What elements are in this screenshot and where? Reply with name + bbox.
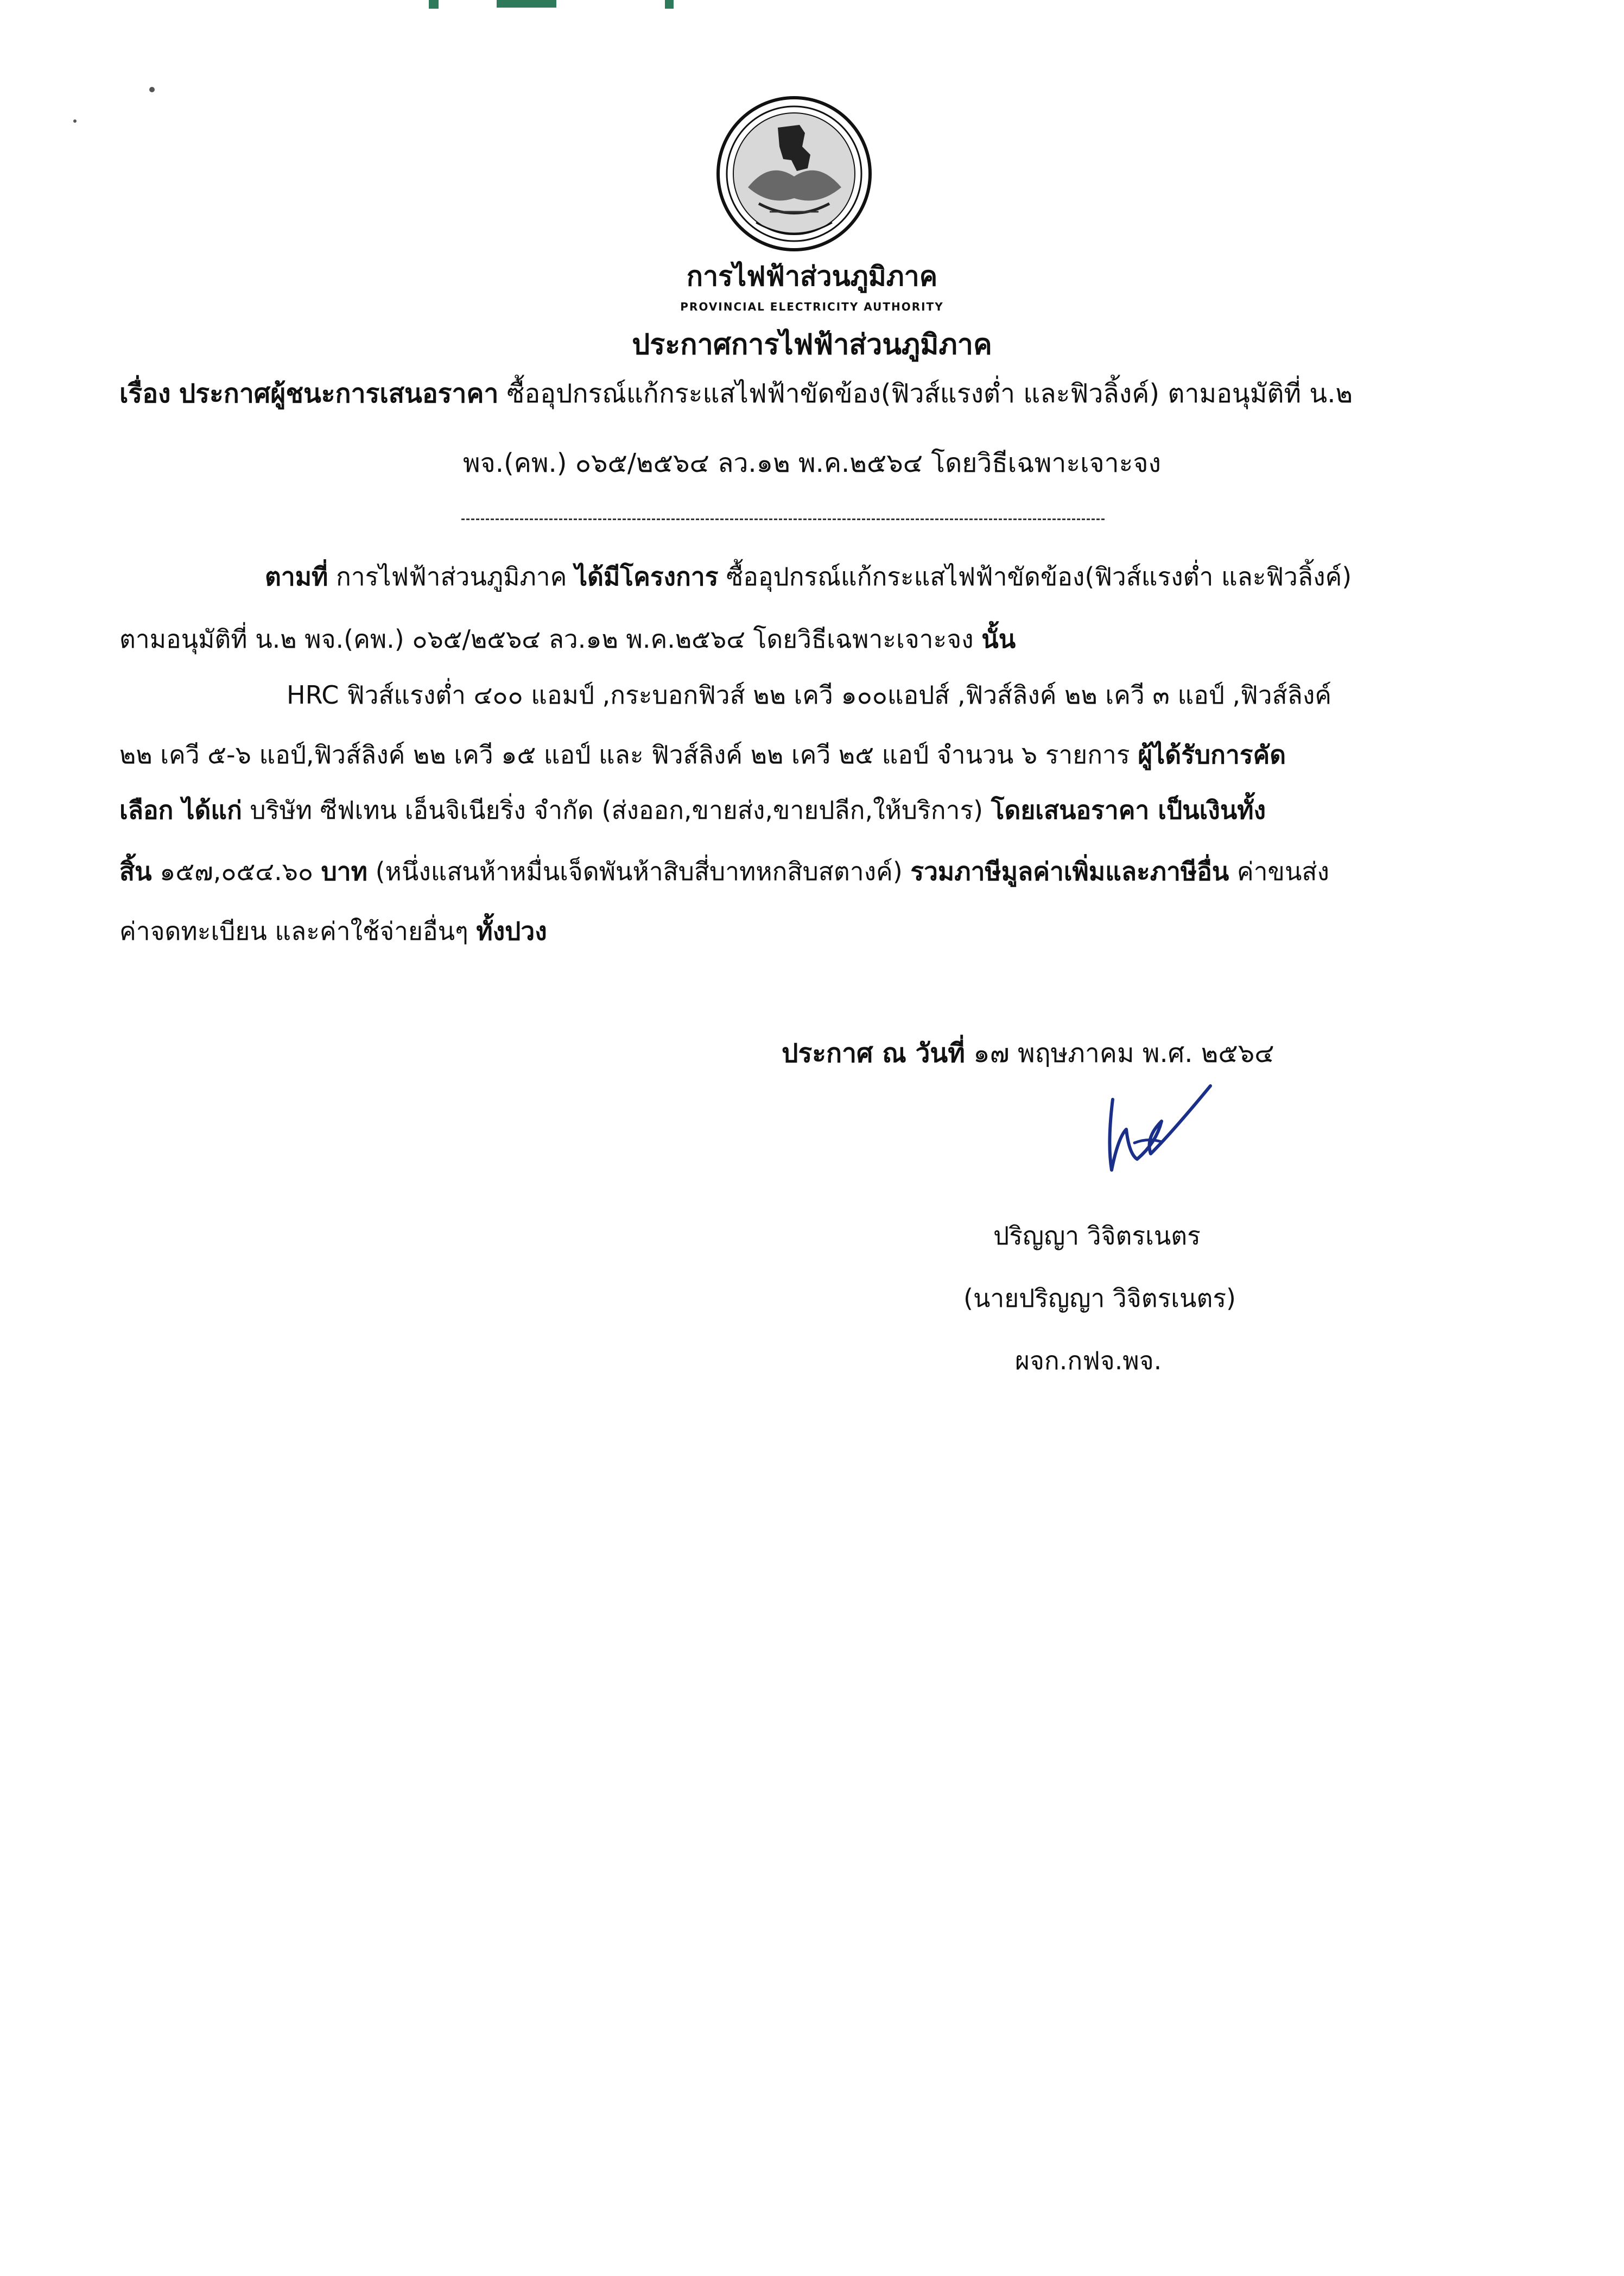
scan-artifact <box>665 0 674 9</box>
org-name-english: PROVINCIAL ELECTRICITY AUTHORITY <box>680 300 944 313</box>
announcement-title: ประกาศการไฟฟ้าส่วนภูมิภาค <box>632 328 992 361</box>
date-value: ๑๗ พฤษภาคม พ.ศ. ๒๕๖๔ <box>973 1038 1274 1069</box>
subject-label: เรื่อง <box>119 378 171 409</box>
body-text-bold: ผู้ได้รับการคัด <box>1138 740 1286 769</box>
body-p1-line2 <box>119 623 1016 655</box>
scan-speck <box>73 119 77 123</box>
subject-heading: ประกาศผู้ชนะการเสนอราคา <box>179 378 499 409</box>
body-text-bold: รวมภาษีมูลค่าเพิ่มและภาษีอื่น <box>910 857 1229 886</box>
body-text-bold: ตามที่ <box>265 562 328 591</box>
body-text-bold: ทั้งปวง <box>476 916 547 946</box>
subject-text: ซื้ออุปกรณ์แก้กระแสไฟฟ้าขัดข้อง(ฟิวส์แรงต่ำ และฟิวลิ้งค์) ตามอนุมัติที่ น.๒ <box>506 378 1353 409</box>
scan-artifact <box>429 0 439 9</box>
subject-line-2: พจ.(คพ.) ๐๖๕/๒๕๖๔ ลว.๑๒ พ.ค.๒๕๖๔ โดยวิธีเฉพาะเจาะจง <box>463 448 1161 478</box>
signatory-position: ผจก.กฟจ.พจ. <box>1015 1346 1162 1375</box>
pea-emblem-icon <box>715 95 873 252</box>
signatory-full-name: (นายปริญญา วิจิตรเนตร) <box>963 1284 1236 1313</box>
signatory-name: ปริญญา วิจิตรเนตร <box>993 1221 1201 1250</box>
body-text: ๒๒ เควี ๕-๖ แอป์,ฟิวส์ลิงค์ ๒๒ เควี ๑๕ แอป์ และ ฟิวส์ลิงค์ ๒๒ เควี ๒๕ แอป์ จำนวน ๖ รายการ <box>119 740 1130 769</box>
separator-line <box>461 519 1105 520</box>
handwritten-signature <box>1096 1078 1227 1178</box>
body-text-bold: บาท <box>321 857 367 886</box>
body-p2-line2 <box>119 738 1286 771</box>
body-p2-line4 <box>119 855 1329 888</box>
body-p2-line3 <box>119 794 1266 826</box>
body-text-bold: โดยเสนอราคา เป็นเงินทั้ง <box>991 795 1266 825</box>
announcement-date <box>782 1033 1274 1074</box>
body-text: ค่าขนส่ง <box>1236 857 1329 886</box>
body-text: บริษัท ซีฟเทน เอ็นจิเนียริ่ง จำกัด (ส่งออก,ขายส่ง,ขายปลีก,ให้บริการ) <box>250 795 984 825</box>
date-label: ประกาศ ณ วันที่ <box>782 1038 965 1069</box>
body-p2-line1: HRC ฟิวส์แรงต่ำ ๔๐๐ แอมป์ ,กระบอกฟิวส์ ๒๒ เควี ๑๐๐แอปส์ ,ฟิวส์ลิงค์ ๒๒ เควี ๓ แอป์ ,ฟิวส์ลิงค์ <box>287 680 1332 710</box>
body-text-bold: นั้น <box>981 624 1016 654</box>
subject-line-1 <box>119 376 1509 412</box>
body-p1-line1 <box>265 560 1352 593</box>
scan-artifact <box>497 0 556 8</box>
body-text: การไฟฟ้าส่วนภูมิภาค <box>335 562 567 591</box>
body-text-bold: เลือก ได้แก่ <box>119 795 242 825</box>
org-name-thai: การไฟฟ้าส่วนภูมิภาค <box>686 261 938 292</box>
scan-speck <box>149 87 155 92</box>
body-text-bold: ได้มีโครงการ <box>575 562 719 591</box>
body-text: ซื้ออุปกรณ์แก้กระแสไฟฟ้าขัดข้อง(ฟิวส์แรงต่ำ และฟิวลิ้งค์) <box>726 562 1352 591</box>
body-text-bold: สิ้น <box>119 857 152 886</box>
body-p2-line5 <box>119 915 547 947</box>
body-text: ค่าจดทะเบียน และค่าใช้จ่ายอื่นๆ <box>119 916 468 946</box>
price-amount: ๑๕๗,๐๕๔.๖๐ <box>160 857 313 886</box>
price-in-words: (หนึ่งแสนห้าหมื่นเจ็ดพันห้าสิบสี่บาทหกสิบสตางค์) <box>375 857 903 886</box>
body-text: ตามอนุมัติที่ น.๒ พจ.(คพ.) ๐๖๕/๒๕๖๔ ลว.๑๒ พ.ค.๒๕๖๔ โดยวิธีเฉพาะเจาะจง <box>119 624 974 654</box>
